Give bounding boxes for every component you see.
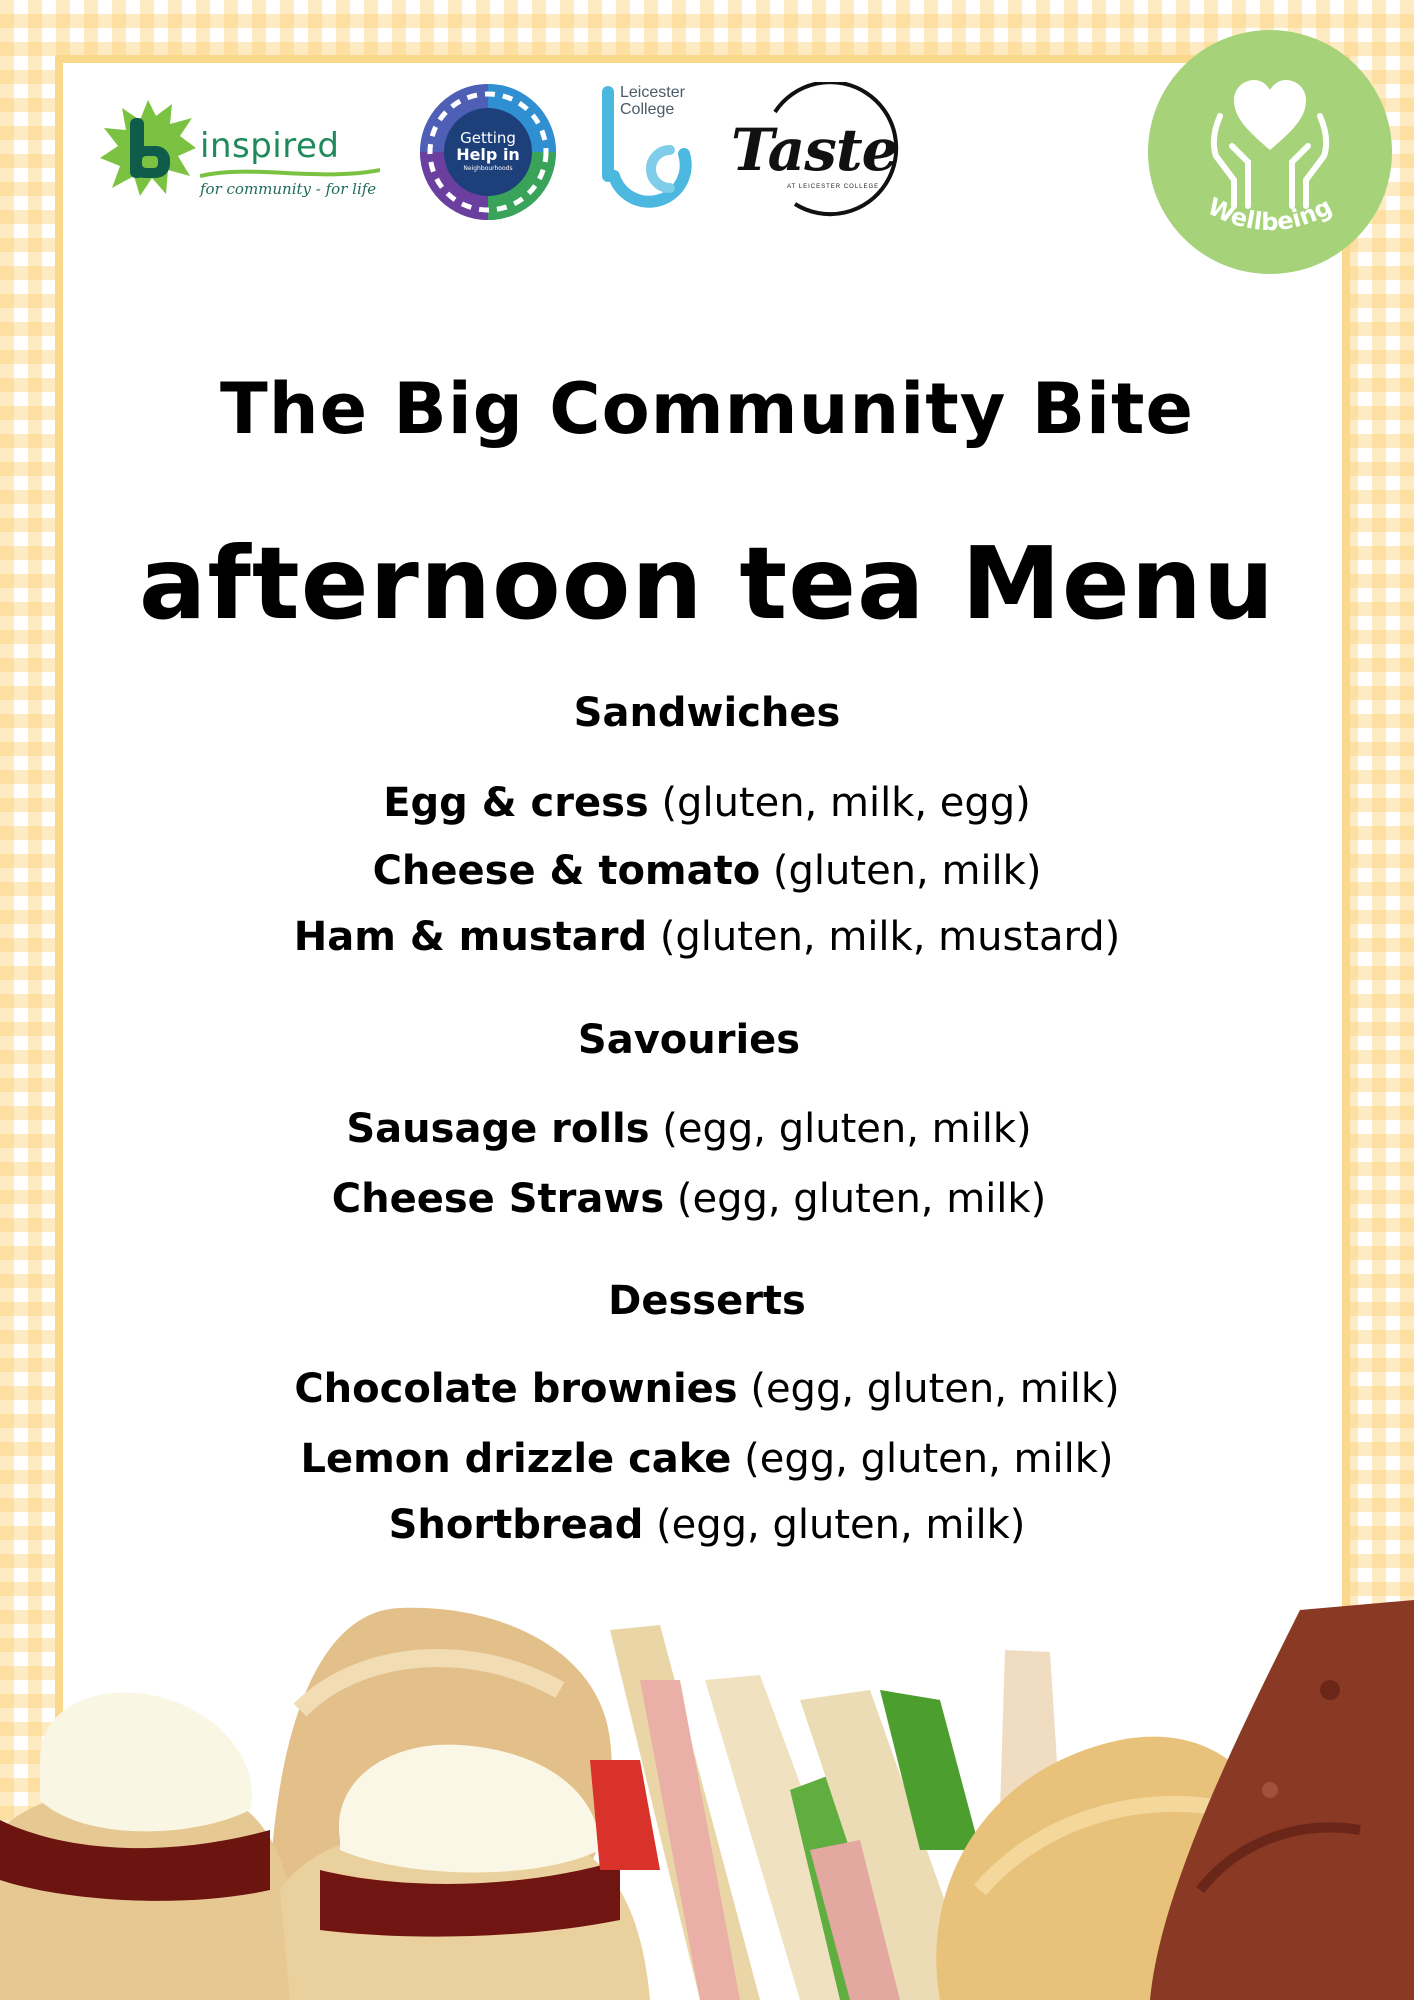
b-splat-icon [100, 98, 196, 198]
menu-item [0, 1106, 1396, 1152]
ghin-line2: Help in [456, 144, 520, 164]
section-heading-desserts: Desserts [608, 1278, 806, 1324]
menu-subtitle: afternoon tea Menu [138, 525, 1276, 642]
taste-subline: AT LEICESTER COLLEGE [787, 184, 880, 190]
lc-mark-icon [600, 84, 700, 214]
taste-wordmark: Taste [731, 116, 898, 184]
menu-item [0, 1502, 1414, 1548]
hands-heart-icon [1148, 30, 1392, 274]
menu-item [0, 1436, 1414, 1482]
wellbeing-badge [1148, 30, 1392, 274]
getting-help-logo [418, 82, 558, 222]
item-name: Ham & mustard [293, 914, 648, 960]
item-allergens: (egg, gluten, milk) [744, 1436, 1114, 1482]
section-heading-savouries: Savouries [577, 1017, 801, 1063]
menu-item [0, 1176, 1396, 1222]
menu-item [0, 848, 1414, 894]
leicester-college-logo [600, 84, 700, 214]
item-allergens: (egg, gluten, milk) [676, 1176, 1047, 1222]
swoosh-icon [200, 166, 380, 180]
menu-item [0, 1366, 1414, 1412]
item-name: Chocolate brownies [294, 1366, 738, 1412]
item-name: Shortbread [388, 1502, 644, 1548]
item-name: Sausage rolls [346, 1106, 650, 1152]
wellbeing-label: Wellbeing [1203, 192, 1337, 237]
item-name: Cheese Straws [331, 1176, 665, 1222]
item-name: Cheese & tomato [372, 848, 761, 894]
ghin-line3: Neighbourhoods [463, 164, 513, 172]
food-photo [0, 1590, 1414, 2000]
menu-item [0, 780, 1414, 826]
svg-text:Wellbeing [1203, 192, 1336, 236]
item-allergens: (egg, gluten, milk) [656, 1502, 1026, 1548]
b-inspired-logo [92, 92, 382, 207]
item-allergens: (egg, gluten, milk) [750, 1366, 1120, 1412]
lc-line1: Leicester [620, 84, 685, 101]
page-title: The Big Community Bite [219, 368, 1194, 450]
inspired-wordmark: inspired [200, 126, 340, 166]
menu-item [0, 914, 1414, 960]
item-name: Egg & cress [383, 780, 649, 826]
ghin-line1: Getting [460, 129, 516, 147]
section-heading-sandwiches: Sandwiches [573, 690, 841, 736]
item-allergens: (gluten, milk) [772, 848, 1042, 894]
item-name: Lemon drizzle cake [300, 1436, 732, 1482]
lc-line2: College [620, 101, 675, 118]
inspired-tagline: for community - for life [200, 180, 377, 198]
item-allergens: (egg, gluten, milk) [662, 1106, 1032, 1152]
item-allergens: (gluten, milk, egg) [661, 780, 1031, 826]
taste-logo [725, 82, 910, 220]
item-allergens: (gluten, milk, mustard) [659, 914, 1121, 960]
